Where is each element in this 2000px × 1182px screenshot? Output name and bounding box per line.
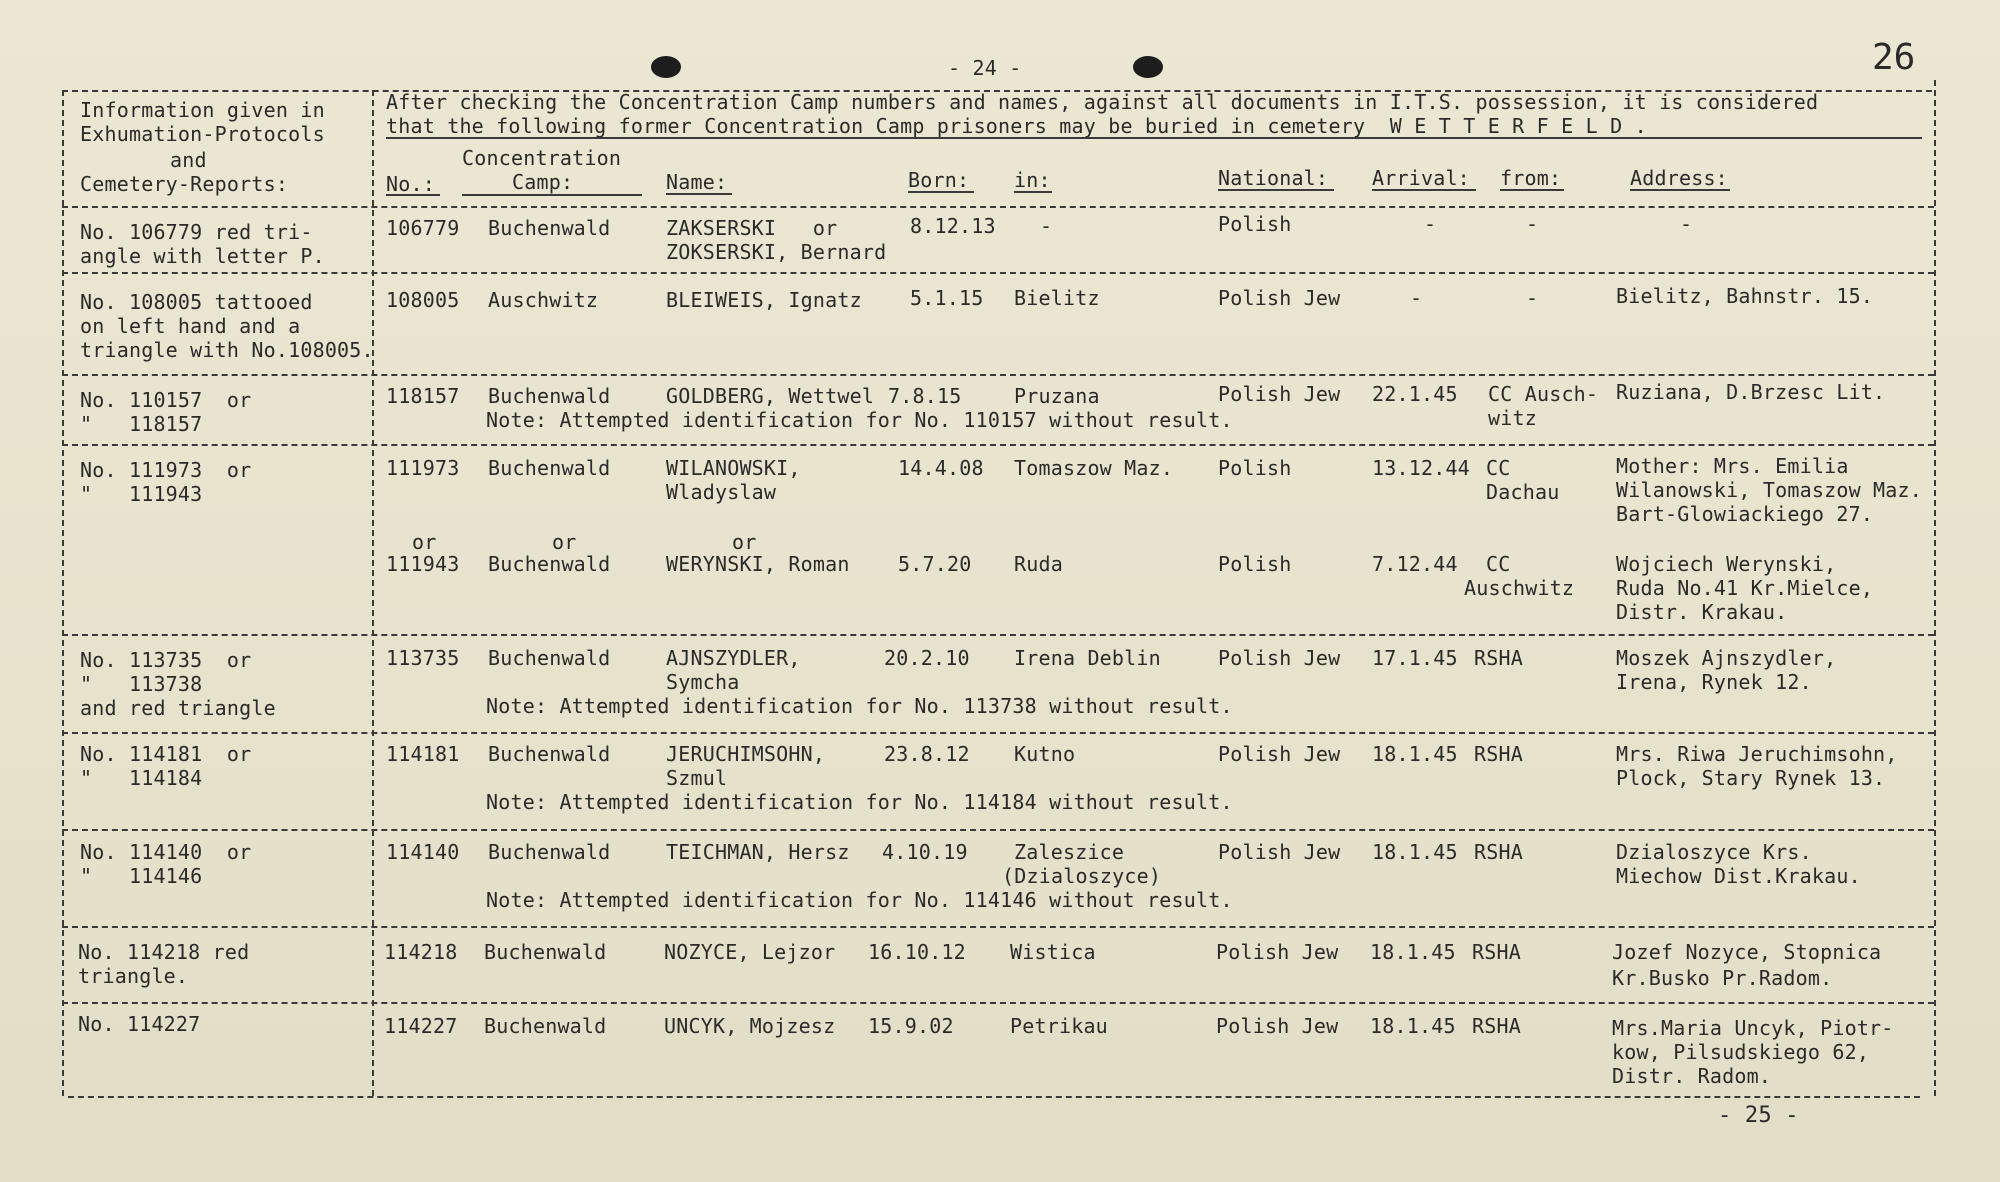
row-from: - <box>1526 212 1539 236</box>
row-arrival: 18.1.45 <box>1370 940 1456 964</box>
row-camp: Buchenwald <box>488 646 611 670</box>
row-from: witz <box>1488 406 1537 430</box>
row-national: Polish Jew <box>1218 742 1341 766</box>
row-camp: Buchenwald <box>488 840 611 864</box>
row-divider <box>62 272 1934 274</box>
row-address: Mother: Mrs. Emilia <box>1616 454 1849 478</box>
corner-page-number: 26 <box>1872 37 1916 78</box>
intro-underline <box>386 137 1922 139</box>
row-camp: Buchenwald <box>484 940 607 964</box>
row-address: Moszek Ajnszydler, <box>1616 646 1837 670</box>
row-camp: Buchenwald <box>488 384 611 408</box>
row-name: NOZYCE, Lejzor <box>664 940 836 964</box>
row-note: Note: Attempted identification for No. 114184 without result. <box>486 790 1233 814</box>
row-info: triangle with No.108005. <box>80 338 374 362</box>
col-underline <box>1500 189 1564 191</box>
row-info: " 118157 <box>80 412 203 436</box>
row-from: Dachau <box>1486 480 1560 504</box>
row-in: - <box>1040 214 1053 238</box>
col-underline <box>1372 189 1476 191</box>
row-national: Polish Jew <box>1218 840 1341 864</box>
row-in: Petrikau <box>1010 1014 1108 1038</box>
row-alt-from: CC <box>1486 552 1511 576</box>
row-arrival: 18.1.45 <box>1372 742 1458 766</box>
row-info: " 114184 <box>80 766 203 790</box>
row-address: Bart-Glowiackiego 27. <box>1616 502 1874 526</box>
row-in: Tomaszow Maz. <box>1014 456 1174 480</box>
row-in: Pruzana <box>1014 384 1100 408</box>
row-info: " 111943 <box>80 482 203 506</box>
row-arrival: - <box>1424 212 1437 236</box>
left-header-line: Information given in <box>80 98 325 122</box>
row-address: Distr. Radom. <box>1612 1064 1772 1088</box>
row-info: No. 114218 red <box>78 940 250 964</box>
row-address: Jozef Nozyce, Stopnica <box>1612 940 1882 964</box>
row-address: Dzialoszyce Krs. <box>1616 840 1812 864</box>
row-name: BLEIWEIS, Ignatz <box>666 288 862 312</box>
row-name: JERUCHIMSOHN, <box>666 742 826 766</box>
row-born: 23.8.12 <box>884 742 970 766</box>
row-alt-in: Ruda <box>1014 552 1063 576</box>
col-no: No.: <box>386 172 435 196</box>
row-name: Wladyslaw <box>666 480 777 504</box>
row-info: No. 108005 tattooed <box>80 290 313 314</box>
row-born: 14.4.08 <box>898 456 984 480</box>
left-header-line: Cemetery-Reports: <box>80 172 289 196</box>
col-from: from: <box>1500 166 1562 190</box>
row-name: GOLDBERG, Wettwel <box>666 384 875 408</box>
row-from: CC <box>1486 456 1511 480</box>
row-in: Bielitz <box>1014 286 1100 310</box>
row-born: 8.12.13 <box>910 214 996 238</box>
col-camp: Camp: <box>512 170 574 194</box>
row-info: and red triangle <box>80 696 276 720</box>
col-arrival: Arrival: <box>1372 166 1470 190</box>
row-born: 16.10.12 <box>868 940 966 964</box>
row-divider <box>62 829 1934 831</box>
row-address: Mrs.Maria Uncyk, Piotr- <box>1612 1016 1894 1040</box>
row-divider <box>62 926 1934 928</box>
row-alt-arrival: 7.12.44 <box>1372 552 1458 576</box>
row-address: Plock, Stary Rynek 13. <box>1616 766 1886 790</box>
row-alt-from: Auschwitz <box>1464 576 1575 600</box>
row-alt-born: 5.7.20 <box>898 552 972 576</box>
row-no: 113735 <box>386 646 460 670</box>
row-address: kow, Pilsudskiego 62, <box>1612 1040 1870 1064</box>
row-arrival: - <box>1410 286 1423 310</box>
row-born: 4.10.19 <box>882 840 968 864</box>
bottom-page-number: - 25 - <box>1718 1103 1799 1128</box>
row-info: No. 111973 or <box>80 458 252 482</box>
row-alt-address: Ruda No.41 Kr.Mielce, <box>1616 576 1874 600</box>
col-underline <box>386 194 440 196</box>
row-info: triangle. <box>78 964 189 988</box>
col-underline <box>666 193 732 195</box>
row-divider <box>62 732 1934 734</box>
frame-left <box>62 90 64 1096</box>
col-underline <box>908 191 974 193</box>
row-info: No. 106779 red tri- <box>80 220 313 244</box>
row-no: 118157 <box>386 384 460 408</box>
row-camp: Buchenwald <box>488 456 611 480</box>
row-no: 111973 <box>386 456 460 480</box>
row-info: No. 114227 <box>78 1012 201 1036</box>
row-alt-address: Distr. Krakau. <box>1616 600 1788 624</box>
row-divider <box>62 444 1934 446</box>
row-name: ZOKSERSKI, Bernard <box>666 240 887 264</box>
row-from: RSHA <box>1474 840 1523 864</box>
row-in: Zaleszice <box>1014 840 1125 864</box>
row-divider <box>62 206 1934 208</box>
row-divider <box>62 374 1934 376</box>
row-note: Note: Attempted identification for No. 114146 without result. <box>486 888 1233 912</box>
row-camp: Buchenwald <box>488 742 611 766</box>
row-camp: Auschwitz <box>488 288 599 312</box>
col-in: in: <box>1014 168 1051 192</box>
col-address: Address: <box>1630 166 1728 190</box>
row-address: - <box>1680 212 1693 236</box>
col-underline <box>1218 189 1334 191</box>
row-national: Polish Jew <box>1216 1014 1339 1038</box>
row-name: UNCYK, Mojzesz <box>664 1014 836 1038</box>
row-info: No. 114181 or <box>80 742 252 766</box>
row-national: Polish Jew <box>1218 286 1341 310</box>
row-no: 114227 <box>384 1014 458 1038</box>
row-address: Ruziana, D.Brzesc Lit. <box>1616 380 1886 404</box>
row-info: No. 113735 or <box>80 648 252 672</box>
or-marker: or <box>732 530 757 554</box>
col-underline <box>1014 191 1052 193</box>
col-national: National: <box>1218 166 1329 190</box>
row-info: " 113738 <box>80 672 203 696</box>
left-header-line: and <box>170 148 207 172</box>
row-address: Miechow Dist.Krakau. <box>1616 864 1861 888</box>
row-address: Mrs. Riwa Jeruchimsohn, <box>1616 742 1898 766</box>
row-from: RSHA <box>1474 742 1523 766</box>
punch-hole-left <box>651 56 681 78</box>
row-name: TEICHMAN, Hersz <box>666 840 850 864</box>
left-header-line: Exhumation-Protocols <box>80 122 325 146</box>
col-camp-top: Concentration <box>462 146 622 170</box>
col-born: Born: <box>908 168 970 192</box>
row-national: Polish Jew <box>1216 940 1339 964</box>
row-national: Polish <box>1218 212 1292 236</box>
row-from: RSHA <box>1472 1014 1521 1038</box>
col-underline <box>1630 189 1730 191</box>
row-born: 7.8.15 <box>888 384 962 408</box>
row-address: Wilanowski, Tomaszow Maz. <box>1616 478 1923 502</box>
row-arrival: 18.1.45 <box>1372 840 1458 864</box>
row-arrival: 17.1.45 <box>1372 646 1458 670</box>
col-underline <box>462 194 642 196</box>
column-divider <box>372 90 374 1096</box>
row-no: 114181 <box>386 742 460 766</box>
row-address: Irena, Rynek 12. <box>1616 670 1812 694</box>
row-alt-national: Polish <box>1218 552 1292 576</box>
top-page-number: - 24 - <box>948 56 1022 80</box>
row-name: ZAKSERSKI or <box>666 216 838 240</box>
row-note: Note: Attempted identification for No. 113738 without result. <box>486 694 1233 718</box>
row-no: 114140 <box>386 840 460 864</box>
row-camp: Buchenwald <box>484 1014 607 1038</box>
row-in: Kutno <box>1014 742 1076 766</box>
row-name: WILANOWSKI, <box>666 456 801 480</box>
row-info: " 114146 <box>80 864 203 888</box>
row-arrival: 13.12.44 <box>1372 456 1470 480</box>
row-name: AJNSZYDLER, <box>666 646 801 670</box>
row-arrival: 22.1.45 <box>1372 382 1458 406</box>
row-born: 15.9.02 <box>868 1014 954 1038</box>
frame-bottom <box>68 1096 1920 1098</box>
row-address: Bielitz, Bahnstr. 15. <box>1616 284 1874 308</box>
frame-right <box>1934 80 1936 1096</box>
row-no: 106779 <box>386 216 460 240</box>
intro-line-1: After checking the Concentration Camp numbers and names, against all documents in I.T.S. possession, it is considered <box>386 90 1819 114</box>
row-alt-camp: Buchenwald <box>488 552 611 576</box>
row-alt-address: Wojciech Werynski, <box>1616 552 1837 576</box>
row-info: No. 110157 or <box>80 388 252 412</box>
row-born: 5.1.15 <box>910 286 984 310</box>
or-marker: or <box>552 530 577 554</box>
row-national: Polish Jew <box>1218 382 1341 406</box>
row-name: Szmul <box>666 766 728 790</box>
row-from: RSHA <box>1474 646 1523 670</box>
row-info: angle with letter P. <box>80 244 325 268</box>
row-camp: Buchenwald <box>488 216 611 240</box>
row-in: Irena Deblin <box>1014 646 1161 670</box>
row-alt-no: 111943 <box>386 552 460 576</box>
col-name: Name: <box>666 170 728 194</box>
or-marker: or <box>412 530 437 554</box>
row-info: No. 114140 or <box>80 840 252 864</box>
row-from: CC Ausch- <box>1488 382 1599 406</box>
row-born: 20.2.10 <box>884 646 970 670</box>
row-name: Symcha <box>666 670 740 694</box>
row-info: on left hand and a <box>80 314 301 338</box>
row-divider <box>62 634 1934 636</box>
row-address: Kr.Busko Pr.Radom. <box>1612 966 1833 990</box>
row-alt-name: WERYNSKI, Roman <box>666 552 850 576</box>
row-arrival: 18.1.45 <box>1370 1014 1456 1038</box>
row-in: Wistica <box>1010 940 1096 964</box>
row-divider <box>62 1002 1934 1004</box>
row-no: 114218 <box>384 940 458 964</box>
row-national: Polish Jew <box>1218 646 1341 670</box>
row-from: - <box>1526 286 1539 310</box>
row-in: (Dzialoszyce) <box>1002 864 1162 888</box>
row-no: 108005 <box>386 288 460 312</box>
row-from: RSHA <box>1472 940 1521 964</box>
row-note: Note: Attempted identification for No. 110157 without result. <box>486 408 1233 432</box>
row-national: Polish <box>1218 456 1292 480</box>
intro-line-2: that the following former Concentration Camp prisoners may be buried in cemetery W E T T E R F E L D . <box>386 114 1647 138</box>
punch-hole-right <box>1133 56 1163 78</box>
